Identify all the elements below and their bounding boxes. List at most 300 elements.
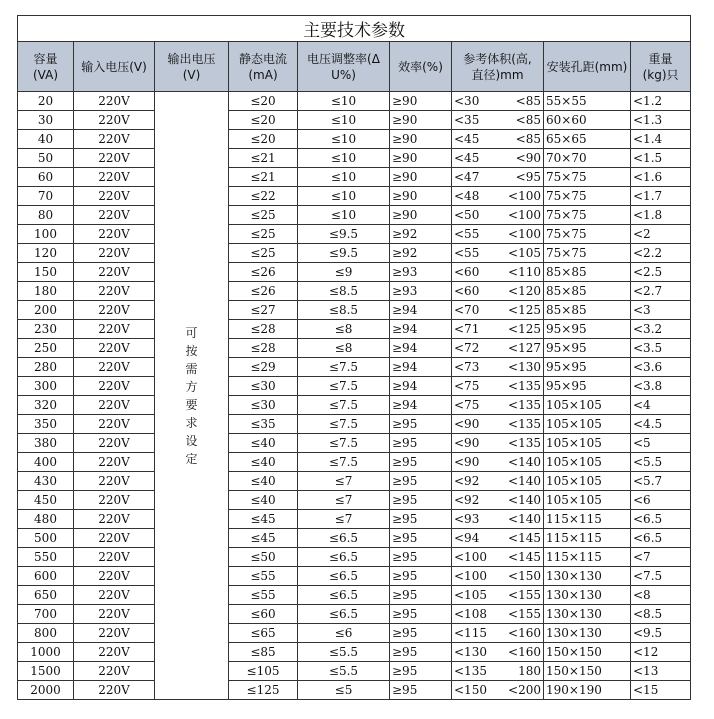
volume-height: <130: [454, 645, 487, 659]
cell-regulation: ≤5: [298, 681, 390, 700]
cell-weight: <2: [631, 225, 691, 244]
cell-regulation: ≤10: [298, 92, 390, 111]
table-title: 主要技术参数: [18, 16, 691, 42]
cell-weight: <3.8: [631, 377, 691, 396]
volume-diameter: <125: [508, 322, 541, 336]
cell-static-current: ≤28: [229, 320, 298, 339]
volume-height: <94: [454, 531, 480, 545]
cell-static-current: ≤65: [229, 624, 298, 643]
cell-static-current: ≤25: [229, 225, 298, 244]
table-row: [18, 320, 691, 339]
table-row: [18, 434, 691, 453]
table-row: [18, 92, 691, 111]
cell-static-current: ≤35: [229, 415, 298, 434]
cell-mounting: 65×65: [544, 130, 631, 149]
volume-diameter: <110: [508, 265, 541, 279]
cell-volume: [452, 377, 544, 396]
volume-height: <75: [454, 398, 480, 412]
cell-input-voltage: 220V: [74, 548, 155, 567]
cell-regulation: ≤6.5: [298, 548, 390, 567]
cell-regulation: ≤9: [298, 263, 390, 282]
cell-efficiency: ≥90: [390, 149, 452, 168]
cell-weight: <2.7: [631, 282, 691, 301]
volume-height: <72: [454, 341, 480, 355]
cell-capacity: 180: [18, 282, 74, 301]
cell-volume: [452, 149, 544, 168]
volume-height: <71: [454, 322, 480, 336]
cell-input-voltage: 220V: [74, 453, 155, 472]
cell-volume: [452, 529, 544, 548]
volume-diameter: <155: [508, 588, 541, 602]
cell-efficiency: ≥90: [390, 130, 452, 149]
volume-diameter: <140: [508, 474, 541, 488]
cell-volume: [452, 301, 544, 320]
table-row: [18, 548, 691, 567]
cell-weight: <8: [631, 586, 691, 605]
cell-efficiency: ≥95: [390, 453, 452, 472]
cell-capacity: 250: [18, 339, 74, 358]
cell-weight: <3.2: [631, 320, 691, 339]
title-row: [18, 16, 691, 42]
cell-weight: <3: [631, 301, 691, 320]
cell-input-voltage: 220V: [74, 149, 155, 168]
volume-height: <55: [454, 246, 480, 260]
cell-capacity: 380: [18, 434, 74, 453]
cell-static-current: ≤21: [229, 168, 298, 187]
cell-static-current: ≤30: [229, 396, 298, 415]
cell-regulation: ≤8: [298, 320, 390, 339]
cell-input-voltage: 220V: [74, 472, 155, 491]
cell-mounting: 85×85: [544, 301, 631, 320]
cell-capacity: 60: [18, 168, 74, 187]
cell-mounting: 115×115: [544, 548, 631, 567]
cell-capacity: 1000: [18, 643, 74, 662]
cell-weight: <2.2: [631, 244, 691, 263]
cell-static-current: ≤30: [229, 377, 298, 396]
cell-mounting: 130×130: [544, 567, 631, 586]
cell-weight: <2.5: [631, 263, 691, 282]
cell-efficiency: ≥95: [390, 548, 452, 567]
cell-weight: <6.5: [631, 529, 691, 548]
cell-input-voltage: 220V: [74, 434, 155, 453]
cell-volume: [452, 339, 544, 358]
header-input-voltage: 输入电压(V): [74, 42, 155, 92]
cell-static-current: ≤22: [229, 187, 298, 206]
cell-static-current: ≤55: [229, 567, 298, 586]
cell-capacity: 500: [18, 529, 74, 548]
cell-capacity: 650: [18, 586, 74, 605]
volume-height: <90: [454, 417, 480, 431]
cell-mounting: 105×105: [544, 472, 631, 491]
cell-static-current: ≤45: [229, 510, 298, 529]
cell-volume: [452, 434, 544, 453]
volume-diameter: <85: [515, 94, 541, 108]
volume-height: <55: [454, 227, 480, 241]
table-row: [18, 225, 691, 244]
cell-efficiency: ≥90: [390, 206, 452, 225]
cell-input-voltage: 220V: [74, 263, 155, 282]
cell-capacity: 70: [18, 187, 74, 206]
cell-weight: <6.5: [631, 510, 691, 529]
cell-regulation: ≤10: [298, 168, 390, 187]
table-row: [18, 396, 691, 415]
cell-mounting: 75×75: [544, 187, 631, 206]
cell-weight: <7.5: [631, 567, 691, 586]
cell-volume: [452, 681, 544, 700]
cell-regulation: ≤10: [298, 130, 390, 149]
volume-diameter: <105: [508, 246, 541, 260]
header-output-voltage: 输出电压 (V): [155, 42, 229, 92]
cell-efficiency: ≥95: [390, 586, 452, 605]
volume-diameter: <125: [508, 303, 541, 317]
cell-static-current: ≤60: [229, 605, 298, 624]
cell-weight: <1.7: [631, 187, 691, 206]
cell-static-current: ≤25: [229, 244, 298, 263]
cell-efficiency: ≥94: [390, 396, 452, 415]
cell-volume: [452, 510, 544, 529]
cell-static-current: ≤26: [229, 263, 298, 282]
cell-mounting: 105×105: [544, 453, 631, 472]
cell-regulation: ≤6.5: [298, 567, 390, 586]
cell-efficiency: ≥92: [390, 225, 452, 244]
cell-weight: <15: [631, 681, 691, 700]
table-row: [18, 567, 691, 586]
cell-efficiency: ≥95: [390, 510, 452, 529]
cell-static-current: ≤28: [229, 339, 298, 358]
cell-regulation: ≤7: [298, 472, 390, 491]
cell-input-voltage: 220V: [74, 168, 155, 187]
cell-efficiency: ≥93: [390, 282, 452, 301]
cell-efficiency: ≥94: [390, 320, 452, 339]
cell-capacity: 600: [18, 567, 74, 586]
volume-height: <48: [454, 189, 480, 203]
cell-capacity: 200: [18, 301, 74, 320]
cell-input-voltage: 220V: [74, 377, 155, 396]
cell-static-current: ≤85: [229, 643, 298, 662]
cell-volume: [452, 643, 544, 662]
cell-regulation: ≤9.5: [298, 244, 390, 263]
volume-diameter: <160: [508, 626, 541, 640]
cell-volume: [452, 662, 544, 681]
cell-efficiency: ≥90: [390, 111, 452, 130]
cell-volume: [452, 358, 544, 377]
cell-regulation: ≤10: [298, 111, 390, 130]
cell-static-current: ≤40: [229, 453, 298, 472]
cell-input-voltage: 220V: [74, 529, 155, 548]
cell-regulation: ≤5.5: [298, 662, 390, 681]
cell-regulation: ≤6.5: [298, 586, 390, 605]
cell-regulation: ≤10: [298, 206, 390, 225]
table-row: [18, 472, 691, 491]
volume-height: <100: [454, 569, 487, 583]
cell-mounting: 95×95: [544, 320, 631, 339]
volume-diameter: <95: [515, 170, 541, 184]
cell-efficiency: ≥95: [390, 643, 452, 662]
volume-diameter: <160: [508, 645, 541, 659]
cell-efficiency: ≥92: [390, 244, 452, 263]
table-row: [18, 168, 691, 187]
cell-mounting: 60×60: [544, 111, 631, 130]
volume-diameter: <120: [508, 284, 541, 298]
cell-capacity: 800: [18, 624, 74, 643]
cell-regulation: ≤7: [298, 491, 390, 510]
cell-capacity: 80: [18, 206, 74, 225]
cell-capacity: 120: [18, 244, 74, 263]
cell-static-current: ≤50: [229, 548, 298, 567]
cell-mounting: 105×105: [544, 396, 631, 415]
volume-height: <70: [454, 303, 480, 317]
cell-weight: <13: [631, 662, 691, 681]
cell-capacity: 700: [18, 605, 74, 624]
cell-capacity: 30: [18, 111, 74, 130]
cell-regulation: ≤7.5: [298, 434, 390, 453]
volume-diameter: <150: [508, 569, 541, 583]
cell-weight: <5.5: [631, 453, 691, 472]
table-row: [18, 586, 691, 605]
cell-volume: [452, 491, 544, 510]
header-efficiency: 效率(%): [390, 42, 452, 92]
cell-static-current: ≤21: [229, 149, 298, 168]
cell-volume: [452, 111, 544, 130]
cell-input-voltage: 220V: [74, 358, 155, 377]
volume-height: <100: [454, 550, 487, 564]
table-row: [18, 339, 691, 358]
cell-input-voltage: 220V: [74, 301, 155, 320]
cell-mounting: 95×95: [544, 377, 631, 396]
volume-diameter: <155: [508, 607, 541, 621]
cell-mounting: 75×75: [544, 244, 631, 263]
cell-weight: <1.8: [631, 206, 691, 225]
volume-height: <105: [454, 588, 487, 602]
cell-static-current: ≤26: [229, 282, 298, 301]
cell-efficiency: ≥95: [390, 662, 452, 681]
cell-mounting: 115×115: [544, 510, 631, 529]
volume-diameter: <127: [508, 341, 541, 355]
volume-height: <135: [454, 664, 487, 678]
volume-height: <35: [454, 113, 480, 127]
cell-static-current: ≤25: [229, 206, 298, 225]
cell-efficiency: ≥94: [390, 358, 452, 377]
volume-height: <90: [454, 436, 480, 450]
cell-static-current: ≤55: [229, 586, 298, 605]
cell-capacity: 550: [18, 548, 74, 567]
cell-efficiency: ≥95: [390, 605, 452, 624]
volume-diameter: <140: [508, 493, 541, 507]
cell-regulation: ≤10: [298, 187, 390, 206]
cell-static-current: ≤40: [229, 434, 298, 453]
volume-height: <45: [454, 151, 480, 165]
cell-mounting: 55×55: [544, 92, 631, 111]
cell-weight: <5.7: [631, 472, 691, 491]
volume-diameter: <100: [508, 189, 541, 203]
cell-regulation: ≤5.5: [298, 643, 390, 662]
table-row: [18, 415, 691, 434]
cell-input-voltage: 220V: [74, 187, 155, 206]
cell-input-voltage: 220V: [74, 320, 155, 339]
volume-diameter: <100: [508, 227, 541, 241]
cell-capacity: 150: [18, 263, 74, 282]
cell-capacity: 40: [18, 130, 74, 149]
cell-input-voltage: 220V: [74, 510, 155, 529]
cell-capacity: 430: [18, 472, 74, 491]
cell-volume: [452, 206, 544, 225]
cell-regulation: ≤10: [298, 149, 390, 168]
cell-efficiency: ≥95: [390, 567, 452, 586]
cell-regulation: ≤8: [298, 339, 390, 358]
table-row: [18, 244, 691, 263]
table-row: [18, 187, 691, 206]
header-volume: 参考体积(高, 直径)mm: [452, 42, 544, 92]
cell-input-voltage: 220V: [74, 244, 155, 263]
volume-diameter: 180: [518, 664, 541, 678]
cell-input-voltage: 220V: [74, 130, 155, 149]
cell-regulation: ≤7.5: [298, 453, 390, 472]
cell-weight: <5: [631, 434, 691, 453]
cell-volume: [452, 415, 544, 434]
cell-static-current: ≤29: [229, 358, 298, 377]
volume-height: <60: [454, 284, 480, 298]
cell-volume: [452, 453, 544, 472]
cell-efficiency: ≥94: [390, 377, 452, 396]
volume-height: <45: [454, 132, 480, 146]
cell-weight: <8.5: [631, 605, 691, 624]
table-row: [18, 377, 691, 396]
cell-static-current: ≤20: [229, 130, 298, 149]
cell-weight: <1.3: [631, 111, 691, 130]
volume-diameter: <90: [515, 151, 541, 165]
cell-input-voltage: 220V: [74, 662, 155, 681]
cell-input-voltage: 220V: [74, 206, 155, 225]
cell-capacity: 300: [18, 377, 74, 396]
table-row: [18, 111, 691, 130]
cell-regulation: ≤6.5: [298, 529, 390, 548]
volume-height: <30: [454, 94, 480, 108]
cell-efficiency: ≥95: [390, 529, 452, 548]
cell-input-voltage: 220V: [74, 282, 155, 301]
header-mounting: 安装孔距(mm): [544, 42, 631, 92]
table-row: [18, 605, 691, 624]
table-row: [18, 358, 691, 377]
cell-input-voltage: 220V: [74, 415, 155, 434]
table-row: [18, 263, 691, 282]
volume-height: <108: [454, 607, 487, 621]
volume-height: <90: [454, 455, 480, 469]
cell-efficiency: ≥95: [390, 415, 452, 434]
table-row: [18, 282, 691, 301]
cell-input-voltage: 220V: [74, 225, 155, 244]
cell-efficiency: ≥94: [390, 301, 452, 320]
cell-mounting: 105×105: [544, 434, 631, 453]
table-row: [18, 301, 691, 320]
volume-diameter: <200: [508, 683, 541, 697]
volume-height: <92: [454, 493, 480, 507]
cell-input-voltage: 220V: [74, 681, 155, 700]
cell-mounting: 85×85: [544, 282, 631, 301]
cell-capacity: 20: [18, 92, 74, 111]
cell-weight: <1.5: [631, 149, 691, 168]
volume-height: <92: [454, 474, 480, 488]
cell-capacity: 230: [18, 320, 74, 339]
cell-input-voltage: 220V: [74, 111, 155, 130]
header-regulation: 电压调整率(Δ U%): [298, 42, 390, 92]
cell-static-current: ≤45: [229, 529, 298, 548]
cell-capacity: 2000: [18, 681, 74, 700]
cell-volume: [452, 567, 544, 586]
cell-volume: [452, 586, 544, 605]
table-row: [18, 643, 691, 662]
volume-diameter: <135: [508, 398, 541, 412]
cell-efficiency: ≥95: [390, 491, 452, 510]
cell-input-voltage: 220V: [74, 567, 155, 586]
cell-volume: [452, 472, 544, 491]
volume-diameter: <85: [515, 132, 541, 146]
cell-static-current: ≤20: [229, 92, 298, 111]
cell-efficiency: ≥93: [390, 263, 452, 282]
cell-weight: <1.6: [631, 168, 691, 187]
cell-capacity: 320: [18, 396, 74, 415]
header-static-current: 静态电流 (mA): [229, 42, 298, 92]
cell-static-current: ≤105: [229, 662, 298, 681]
header-capacity: 容量 (VA): [18, 42, 74, 92]
cell-efficiency: ≥95: [390, 434, 452, 453]
cell-input-voltage: 220V: [74, 396, 155, 415]
cell-volume: [452, 168, 544, 187]
volume-height: <50: [454, 208, 480, 222]
cell-efficiency: ≥95: [390, 472, 452, 491]
table-row: [18, 624, 691, 643]
cell-input-voltage: 220V: [74, 643, 155, 662]
cell-efficiency: ≥90: [390, 168, 452, 187]
cell-mounting: 150×150: [544, 643, 631, 662]
volume-diameter: <145: [508, 550, 541, 564]
cell-volume: [452, 187, 544, 206]
cell-weight: <1.2: [631, 92, 691, 111]
cell-volume: [452, 624, 544, 643]
cell-mounting: 75×75: [544, 225, 631, 244]
cell-capacity: 350: [18, 415, 74, 434]
cell-capacity: 480: [18, 510, 74, 529]
cell-volume: [452, 282, 544, 301]
cell-static-current: ≤27: [229, 301, 298, 320]
cell-weight: <9.5: [631, 624, 691, 643]
cell-mounting: 85×85: [544, 263, 631, 282]
volume-height: <47: [454, 170, 480, 184]
volume-height: <60: [454, 265, 480, 279]
cell-regulation: ≤7: [298, 510, 390, 529]
spec-sheet: [17, 15, 690, 700]
cell-mounting: 190×190: [544, 681, 631, 700]
cell-weight: <4.5: [631, 415, 691, 434]
cell-input-voltage: 220V: [74, 624, 155, 643]
cell-capacity: 100: [18, 225, 74, 244]
cell-efficiency: ≥90: [390, 187, 452, 206]
volume-diameter: <135: [508, 379, 541, 393]
table-row: [18, 529, 691, 548]
spec-table: [17, 15, 691, 700]
volume-height: <73: [454, 360, 480, 374]
cell-mounting: 130×130: [544, 605, 631, 624]
cell-mounting: 105×105: [544, 491, 631, 510]
cell-volume: [452, 548, 544, 567]
cell-input-voltage: 220V: [74, 92, 155, 111]
volume-height: <93: [454, 512, 480, 526]
cell-mounting: 75×75: [544, 168, 631, 187]
cell-capacity: 1500: [18, 662, 74, 681]
table-row: [18, 206, 691, 225]
cell-regulation: ≤7.5: [298, 415, 390, 434]
table-row: [18, 681, 691, 700]
volume-diameter: <130: [508, 360, 541, 374]
